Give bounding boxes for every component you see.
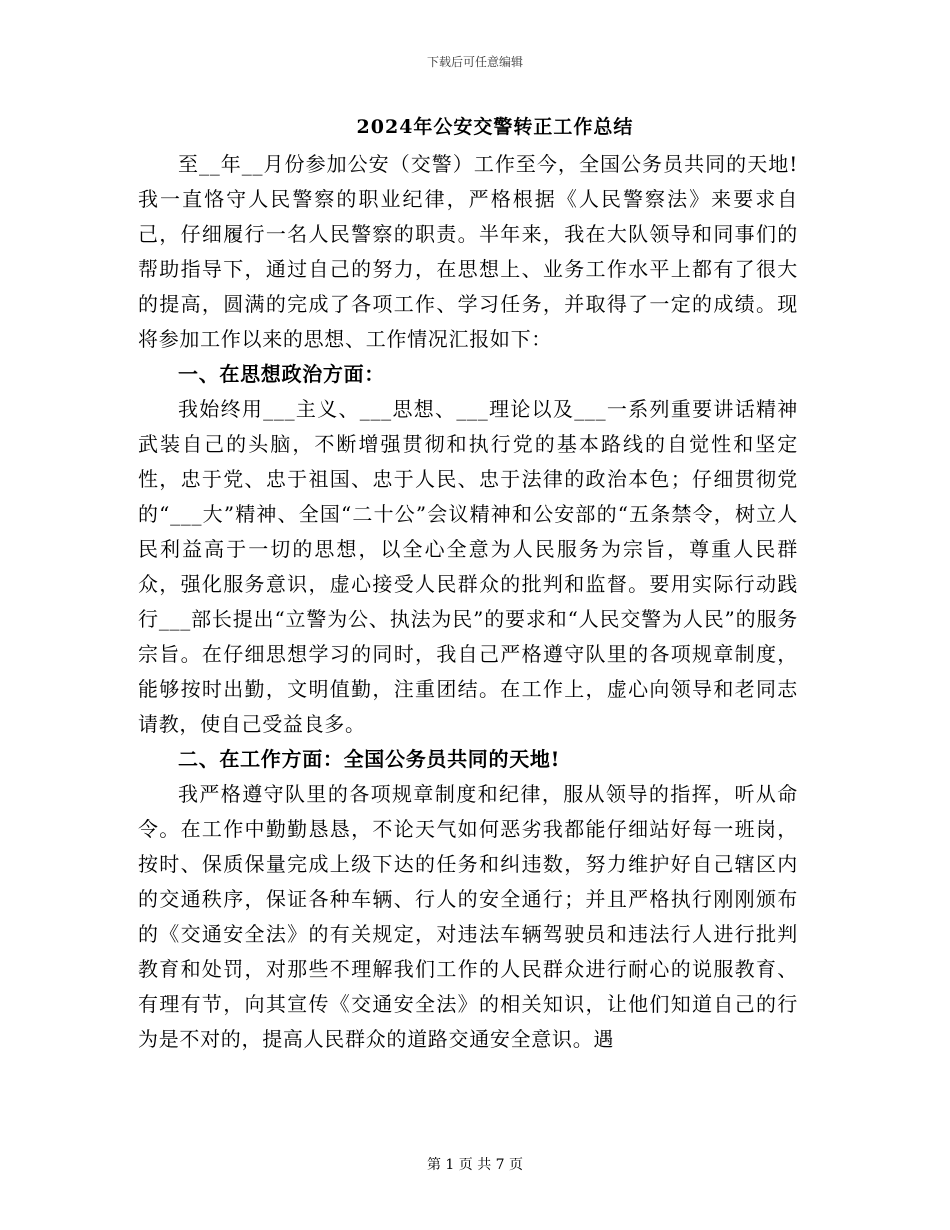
document-title: 2024年公安交警转正工作总结: [356, 116, 634, 138]
section-heading-work: 二、在工作方面：全国公务员共同的天地!: [178, 747, 561, 771]
intro-paragraph: 至__年__月份参加公安（交警）工作至今，全国公务员共同的天地!我一直恪守人民警察的职业纪律，严格根据《人民警察法》来要求自己，仔细履行一名人民警察的职责。半年来，我在大队领导和同事们的帮助指导下，通过自己的努力，在思想上、业务工作水平上都有了很大的提高，圆满的完成了各项工作、学习任务，并取得了一定的成绩。现将参加工作以来的思想、工作情况汇报如下：: [138, 152, 798, 351]
section-heading-political: 一、在思想政治方面：: [178, 362, 385, 386]
document-body: [138, 147, 798, 1057]
header-note: 下载后可任意编辑: [426, 55, 523, 69]
political-paragraph: 我始终用___主义、___思想、___理论以及___一系列重要讲话精神武装自己的头脑，不断增强贯彻和执行党的基本路线的自觉性和坚定性，忠于党、忠于祖国、忠于人民、忠于法律的政治本色；仔细贯彻党的“___大”精神、全国“二十公”会议精神和公安部的“五条禁令，树立人民利益高于一切的思想，以全心全意为人民服务为宗旨，尊重人民群众，强化服务意识，虚心接受人民群众的批判和监督。要用实际行动践行___部长提出“立警为公、执法为民”的要求和“人民交警为人民”的服务宗旨。在仔细思想学习的同时，我自己严格遵守队里的各项规章制度，能够按时出勤，文明值勤，注重团结。在工作上，虚心向领导和老同志请教，使自己受益良多。: [138, 397, 798, 736]
work-paragraph: 我严格遵守队里的各项规章制度和纪律，服从领导的指挥，听从命令。在工作中勤勤恳恳，不论天气如何恶劣我都能仔细站好每一班岗，按时、保质保量完成上级下达的任务和纠违数，努力维护好自己辖区内的交通秩序，保证各种车辆、行人的安全通行；并且严格执行刚刚颁布的《交通安全法》的有关规定，对违法车辆驾驶员和违法行人进行批判教育和处罚，对那些不理解我们工作的人民群众进行耐心的说服教育、有理有节，向其宣传《交通安全法》的相关知识，让他们知道自己的行为是不对的，提高人民群众的道路交通安全意识。遇: [138, 782, 798, 1051]
page-number-footer: 第 1 页 共 7 页: [426, 1157, 524, 1173]
